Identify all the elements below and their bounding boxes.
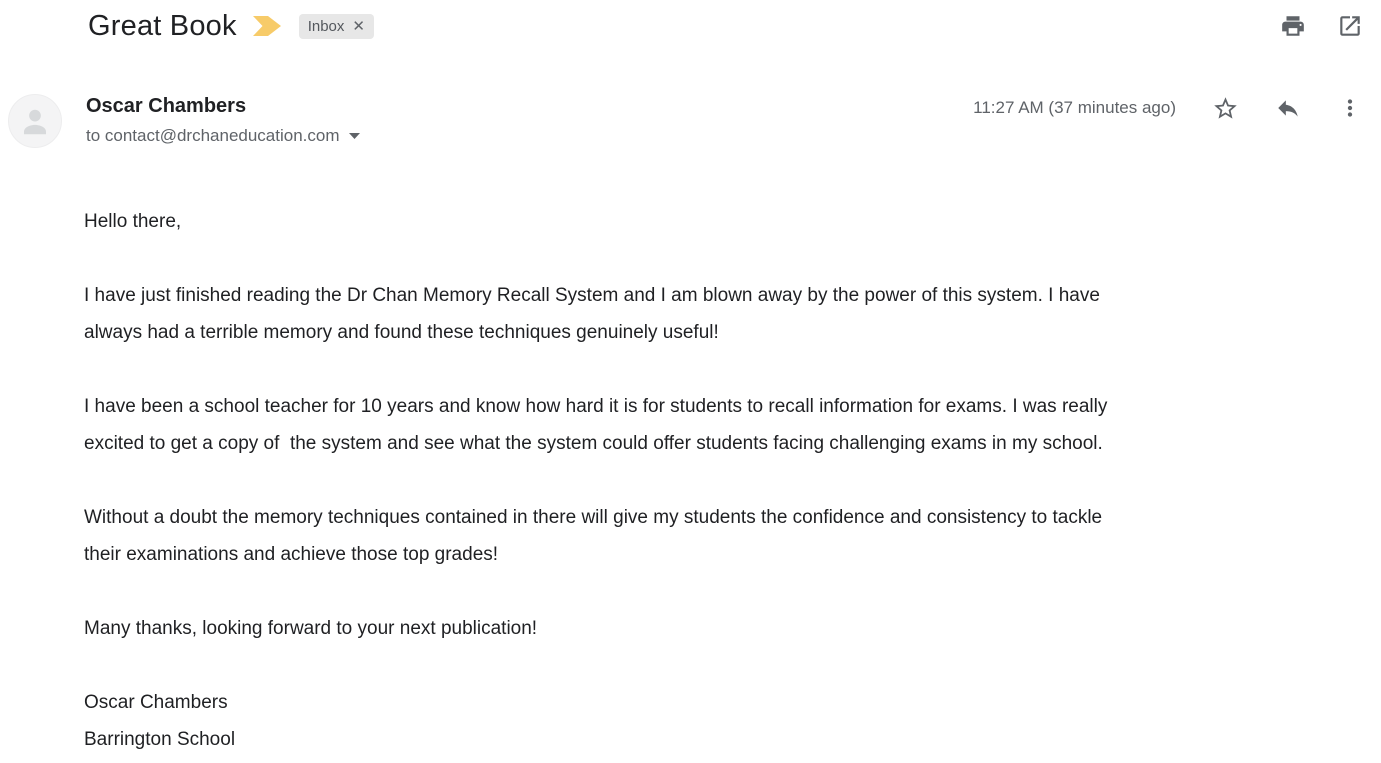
print-button[interactable] bbox=[1280, 13, 1306, 39]
close-icon[interactable]: ✕ bbox=[352, 17, 365, 35]
email-header-row bbox=[88, 6, 1363, 46]
signature-line: Barrington School bbox=[84, 729, 236, 750]
body-line: I have just finished reading the Dr Chan Memory Recall System and I am blown away by the power of this system. I have bbox=[84, 285, 1100, 306]
message-actions bbox=[973, 94, 1363, 122]
important-marker-icon bbox=[253, 16, 281, 36]
body-signature bbox=[84, 684, 1351, 758]
recipient-details[interactable] bbox=[86, 126, 360, 146]
sender-name: Oscar Chambers bbox=[86, 95, 247, 117]
show-details-icon[interactable] bbox=[349, 133, 360, 139]
body-paragraph bbox=[84, 499, 1351, 573]
body-paragraph bbox=[84, 277, 1351, 351]
email-body bbox=[84, 203, 1351, 758]
avatar bbox=[8, 94, 62, 148]
email-subject: Great Book bbox=[88, 9, 237, 42]
reply-icon bbox=[1275, 95, 1301, 121]
reply-button[interactable] bbox=[1275, 95, 1301, 121]
inbox-label-chip bbox=[299, 14, 374, 39]
print-icon bbox=[1280, 13, 1306, 39]
body-line: Hello there, bbox=[84, 211, 182, 232]
body-line: Without a doubt the memory techniques contained in there will give my students the confidence and consistency to tackle bbox=[84, 507, 1103, 528]
body-line: their examinations and achieve those top grades! bbox=[84, 544, 499, 565]
signature-line: Oscar Chambers bbox=[84, 692, 228, 713]
timestamp: 11:27 AM (37 minutes ago) bbox=[973, 98, 1176, 117]
sender-row bbox=[8, 94, 1363, 148]
body-line: I have been a school teacher for 10 years and know how hard it is for students to recall information for exams. I was really bbox=[84, 396, 1108, 417]
body-paragraph bbox=[84, 388, 1351, 462]
avatar-person-icon bbox=[14, 100, 56, 142]
open-in-new-icon bbox=[1337, 13, 1363, 39]
body-paragraph bbox=[84, 610, 1351, 647]
body-line: excited to get a copy of the system and see what the system could offer students facing challenging exams in my school. bbox=[84, 433, 1103, 454]
open-in-new-button[interactable] bbox=[1337, 13, 1363, 39]
header-actions bbox=[1280, 13, 1363, 39]
star-button[interactable] bbox=[1212, 95, 1239, 122]
more-options-button[interactable] bbox=[1337, 95, 1363, 121]
star-icon bbox=[1212, 95, 1239, 122]
inbox-label-text: Inbox bbox=[307, 17, 345, 35]
body-line: Many thanks, looking forward to your next publication! bbox=[84, 618, 538, 639]
recipient-line: to contact@drchaneducation.com bbox=[86, 126, 340, 145]
sender-info bbox=[86, 94, 360, 146]
body-paragraph bbox=[84, 203, 1351, 240]
more-options-icon bbox=[1337, 95, 1363, 121]
body-line: always had a terrible memory and found these techniques genuinely useful! bbox=[84, 322, 719, 343]
